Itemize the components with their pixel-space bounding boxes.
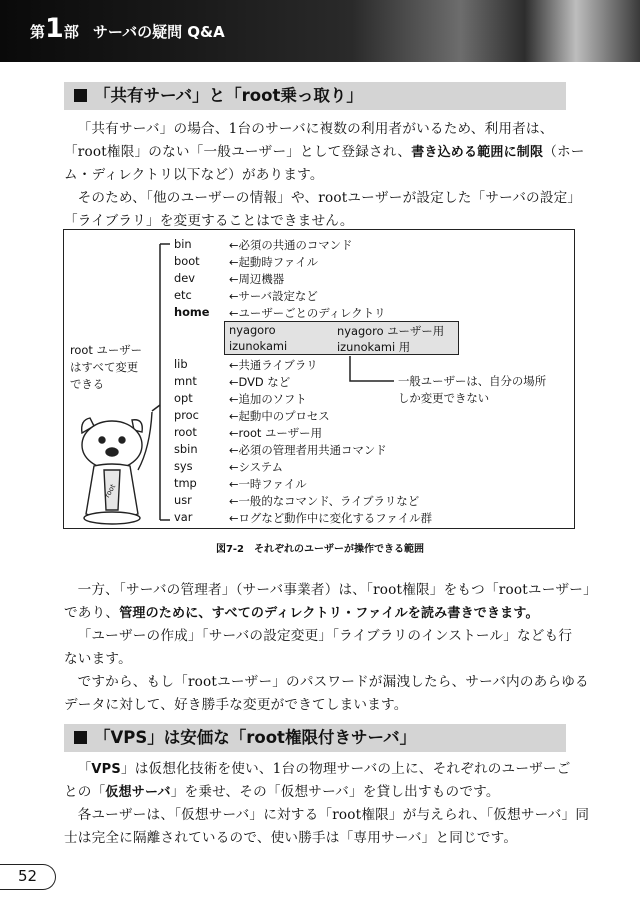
page-number: 52 xyxy=(0,864,56,890)
dir-description: ←追加のソフト xyxy=(229,392,307,406)
paragraph-line: 「ライブラリ」を変更することはできません。 xyxy=(64,213,354,229)
text-span: 」は仮想化技術を使い、1台の物理サーバの上に、それぞれのユーザーご xyxy=(120,761,571,777)
dir-name: bin xyxy=(174,237,192,251)
emphasis-text: 管理のために、すべてのディレクトリ・ファイルを読み書きできます。 xyxy=(119,606,539,621)
text-span: 「root権限」のない「一般ユーザー」として登録され、 xyxy=(64,144,412,160)
note-line: 一般ユーザーは、自分の場所 xyxy=(398,374,547,388)
paragraph-line: 「ユーザーの作成」「サーバの設定変更」「ライブラリのインストール」なども行 xyxy=(77,628,573,644)
paragraph-line: 各ユーザーは、「仮想サーバ」に対する「root権限」が与えられ、「仮想サーバ」同 xyxy=(77,807,590,823)
dir-description: ←起動時ファイル xyxy=(229,255,319,269)
section-heading-text: 「共有サーバ」と「root乗っ取り」 xyxy=(94,86,363,105)
section-heading-vps xyxy=(64,724,566,752)
user-dir-name: nyagoro xyxy=(229,323,276,337)
dir-description: ←共通ライブラリ xyxy=(229,358,318,372)
dir-description: ←DVD など xyxy=(229,375,291,389)
emphasis-text: 書き込める範囲に制限 xyxy=(411,145,544,160)
paragraph-line xyxy=(64,602,570,625)
directory-diagram xyxy=(63,229,575,529)
dir-description: ←システム xyxy=(229,460,283,474)
chapter-title-prefix: 第 xyxy=(30,23,46,41)
dir-description: ←一般的なコマンド、ライブラリなど xyxy=(229,494,420,508)
chapter-title-text: サーバの疑問 Q&A xyxy=(92,23,225,41)
dir-name: dev xyxy=(174,271,195,285)
dir-description: ←サーバ設定など xyxy=(229,289,318,303)
paragraph-line: 「共有サーバ」の場合、1台のサーバに複数の利用者がいるため、利用者は、 xyxy=(77,121,554,137)
paragraph-line: ですから、もし「rootユーザー」のパスワードが漏洩したら、サーバ内のあらゆる xyxy=(77,674,589,690)
label-line: はすべて変更 xyxy=(70,360,139,374)
dir-description: ←必須の共通のコマンド xyxy=(229,238,353,252)
text-span: 「 xyxy=(77,761,92,777)
dir-name: var xyxy=(174,510,193,524)
user-directories-box xyxy=(224,321,459,355)
dir-name-home: home xyxy=(174,305,210,319)
heading-square-bullet xyxy=(74,89,87,102)
heading-square-bullet xyxy=(74,731,87,744)
text-span: であり、 xyxy=(64,605,120,621)
user-dir-description: nyagoro ユーザー用 xyxy=(337,324,445,338)
paragraph-line: 士は完全に隔離されているので、使い勝手は「専用サーバ」と同じです。 xyxy=(64,830,518,846)
chapter-title-suffix: 部 xyxy=(63,23,79,41)
dir-description: ←root ユーザー用 xyxy=(229,426,322,440)
dir-name: tmp xyxy=(174,476,197,490)
chapter-header xyxy=(0,0,640,62)
label-line: できる xyxy=(70,377,105,391)
paragraph-line xyxy=(64,781,570,804)
dir-name: lib xyxy=(174,357,188,371)
figure-caption: 図7-2 それぞれのユーザーが操作できる範囲 xyxy=(215,544,425,555)
paragraph-line: データに対して、好き勝手な変更ができてしまいます。 xyxy=(64,697,408,713)
text-span: 」を乗せ、その「仮想サーバ」を貸し出すものです。 xyxy=(170,784,500,800)
label-line: root ユーザー xyxy=(70,343,143,357)
paragraph-line xyxy=(64,141,585,164)
dir-name: opt xyxy=(174,391,193,405)
chapter-title xyxy=(30,15,225,42)
dir-description: ←必須の管理者用共通コマンド xyxy=(229,443,387,457)
dir-name: boot xyxy=(174,254,200,268)
section2-body xyxy=(64,758,590,850)
chapter-number: 1 xyxy=(45,13,64,44)
paragraph-line: ム・ディレクトリ以下など）があります。 xyxy=(64,167,324,183)
user-dir-description: izunokami 用 xyxy=(337,340,411,354)
paragraph-line xyxy=(64,758,570,781)
text-span: （ホー xyxy=(543,144,585,160)
text-span: との「 xyxy=(64,784,106,800)
dir-name: sbin xyxy=(174,442,198,456)
dir-name: etc xyxy=(174,288,192,302)
dir-description: ←ユーザーごとのディレクトリ xyxy=(229,306,386,320)
section1-body xyxy=(64,118,585,233)
dir-description: ←一時ファイル xyxy=(229,477,307,491)
dir-name: mnt xyxy=(174,374,197,388)
dir-description: ←周辺機器 xyxy=(229,272,285,286)
note-line: しか変更できない xyxy=(398,391,490,405)
admin-body xyxy=(64,579,597,717)
dir-name: usr xyxy=(174,493,192,507)
paragraph-line: そのため、「他のユーザーの情報」や、rootユーザーが設定した「サーバの設定」 xyxy=(77,190,582,206)
general-user-note xyxy=(398,373,546,407)
dir-name: proc xyxy=(174,408,199,422)
emphasis-text: 仮想サーバ xyxy=(105,785,171,800)
emphasis-text: VPS xyxy=(91,762,121,777)
dir-name: sys xyxy=(174,459,193,473)
mascot-stamp: root xyxy=(103,482,118,500)
mascot-dog-icon xyxy=(82,412,152,524)
paragraph-line: ないます。 xyxy=(64,651,132,667)
section-heading-shared-server xyxy=(64,82,566,110)
dir-name: root xyxy=(174,425,197,439)
paragraph-line: 一方、「サーバの管理者」（サーバ事業者）は、「root権限」をもつ「rootユーザー」 xyxy=(77,582,597,598)
user-dir-name: izunokami xyxy=(229,339,288,353)
dir-description: ←起動中のプロセス xyxy=(229,409,330,423)
dir-description: ←ログなど動作中に変化するファイル群 xyxy=(229,511,432,525)
section-heading-text: 「VPS」は安価な「root権限付きサーバ」 xyxy=(94,728,417,747)
